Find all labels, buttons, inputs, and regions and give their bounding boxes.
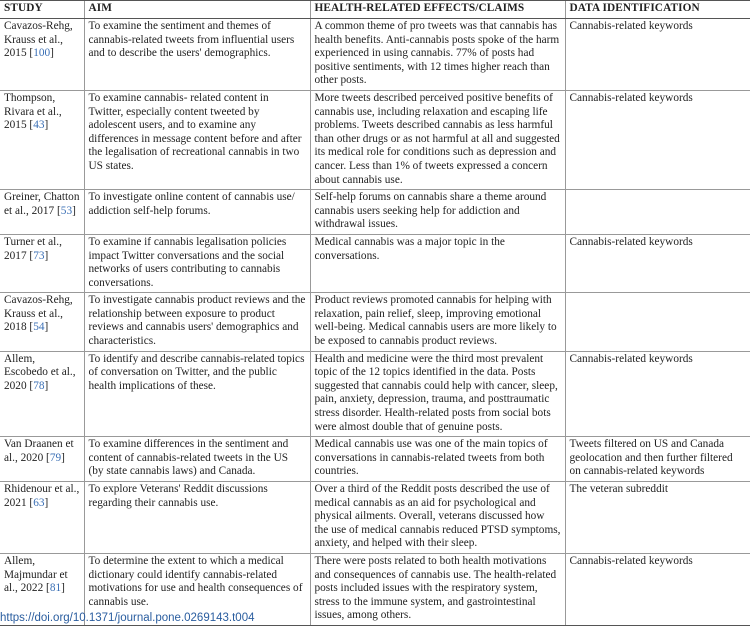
study-authors: Allem, Majmundar et al., 2022 — [4, 554, 68, 595]
table-body — [0, 19, 750, 626]
reference-link[interactable]: 100 — [33, 47, 51, 60]
study-authors: Rhidenour et al., 2021 — [4, 483, 80, 509]
data-identification-cell — [565, 190, 750, 235]
reference-link[interactable]: 81 — [49, 582, 62, 595]
effects-cell: Product reviews promoted cannabis for helping with relaxation, pain relief, sleep, improving emotional well-being. Medical cannabis users are more likely to be exposed to cannabis product reviews. — [310, 293, 565, 351]
effects-cell: More tweets described perceived positive benefits of cannabis use, including relaxation and escaping life problems. Tweets described cannabis as less harmful than other drugs or as not harmful at all and suggested its medical role for conditions such as depression and cancer. Less than 1% of tweets expressed a concern about cannabis use. — [310, 90, 565, 189]
study-cell: Greiner, Chatton et al., 2017 [53] — [0, 190, 84, 235]
study-authors: Turner et al., 2017 — [4, 235, 62, 262]
effects-cell: Medical cannabis was a major topic in the conversations. — [310, 234, 565, 292]
header-aim: AIM — [84, 1, 310, 19]
header-data-identification: DATA IDENTIFICATION — [565, 1, 750, 19]
study-cell: Van Draanen et al., 2020 [79] — [0, 437, 84, 482]
table-row — [0, 90, 750, 189]
study-cell: Thompson, Rivara et al., 2015 [43] — [0, 90, 84, 189]
reference-link[interactable]: 63 — [33, 496, 45, 509]
aim-cell: To examine if cannabis legalisation policies impact Twitter conversations and the social networks of users contributing to cannabis conversations. — [84, 234, 310, 292]
aim-cell: To examine differences in the sentiment and content of cannabis-related tweets in the US (by state cannabis laws) and Canada. — [84, 437, 310, 482]
study-authors: Allem, Escobedo et al., 2020 — [4, 352, 76, 392]
table-row — [0, 190, 750, 235]
reference-link[interactable]: 79 — [49, 451, 62, 464]
reference-link[interactable]: 78 — [33, 379, 45, 392]
data-identification-cell: Cannabis-related keywords — [565, 234, 750, 292]
data-identification-cell: Tweets filtered on US and Canada geolocation and then further filtered on cannabis-related keywords — [565, 437, 750, 482]
study-cell: Rhidenour et al., 2021 [63] — [0, 482, 84, 554]
study-cell: Allem, Majmundar et al., 2022 [81] — [0, 553, 84, 625]
aim-cell: To identify and describe cannabis-related topics of conversation on Twitter, and the public health implications of these. — [84, 351, 310, 437]
data-identification-cell: Cannabis-related keywords — [565, 19, 750, 91]
study-authors: Cavazos-Rehg, Krauss et al., 2018 — [4, 294, 73, 334]
doi-link[interactable]: https://doi.org/10.1371/journal.pone.0269143.t004 — [0, 612, 255, 624]
effects-cell: Medical cannabis use was one of the main topics of conversations in cannabis-related tweets from both countries. — [310, 437, 565, 482]
effects-cell: Over a third of the Reddit posts described the use of medical cannabis as an aid for psychological and physical ailments. Overall, veterans discussed how the use of medical cannabis reduced PTSD symptoms, anxiety, and helped with their sleep. — [310, 482, 565, 554]
header-effects: HEALTH-RELATED EFFECTS/CLAIMS — [310, 1, 565, 19]
study-cell: Allem, Escobedo et al., 2020 [78] — [0, 351, 84, 437]
table-row — [0, 234, 750, 292]
table-row — [0, 437, 750, 482]
aim-cell: To investigate online content of cannabis use/ addiction self-help forums. — [84, 190, 310, 235]
effects-cell: Self-help forums on cannabis share a theme around cannabis users seeking help for addiction and withdrawal issues. — [310, 190, 565, 235]
study-cell: Cavazos-Rehg, Krauss et al., 2018 [54] — [0, 293, 84, 351]
table-row — [0, 482, 750, 554]
aim-cell: To determine the extent to which a medical dictionary could identify cannabis-related motivations for use and health consequences of cannabis use. — [84, 553, 310, 625]
table-row — [0, 351, 750, 437]
effects-cell: Health and medicine were the third most prevalent topic of the 12 topics identified in the data. Posts suggested that cannabis could help with cancer, sleep, pain, anxiety, depression, trauma, and posttraumatic stress disorder. Health-related posts from social bots were almost double that of genuine posts. — [310, 351, 565, 437]
study-authors: Thompson, Rivara et al., 2015 — [4, 91, 62, 132]
data-identification-cell: Cannabis-related keywords — [565, 351, 750, 437]
effects-cell: There were posts related to both health motivations and consequences of cannabis use. The health-related posts included issues with the respiratory system, stress to the immune system, and gastrointestinal issues, among others. — [310, 553, 565, 625]
header-row — [0, 1, 750, 19]
data-identification-cell — [565, 293, 750, 351]
reference-link[interactable]: 43 — [33, 119, 45, 132]
study-authors: Greiner, Chatton et al., 2017 — [4, 191, 80, 217]
data-identification-cell: Cannabis-related keywords — [565, 553, 750, 625]
study-authors: Van Draanen et al., 2020 — [4, 438, 74, 464]
table-header — [0, 1, 750, 19]
reference-link[interactable]: 54 — [33, 321, 45, 334]
table-row — [0, 293, 750, 351]
aim-cell: To investigate cannabis product reviews and the relationship between exposure to product reviews and cannabis users' demographics and characteristics. — [84, 293, 310, 351]
study-cell: Cavazos-Rehg, Krauss et al., 2015 [100] — [0, 19, 84, 91]
data-identification-cell: The veteran subreddit — [565, 482, 750, 554]
aim-cell: To explore Veterans' Reddit discussions regarding their cannabis use. — [84, 482, 310, 554]
reference-link[interactable]: 73 — [33, 249, 45, 262]
effects-cell: A common theme of pro tweets was that cannabis has health benefits. Anti-cannabis posts spoke of the harm experienced in using cannabis. 77% of posts had positive sentiments, with 12 times higher reach than other posts. — [310, 19, 565, 91]
aim-cell: To examine cannabis- related content in Twitter, especially content tweeted by adolescent users, and to examine any differences in message content before and after the legalisation of recreational cannabis in two US states. — [84, 90, 310, 189]
reference-link[interactable]: 53 — [60, 204, 73, 217]
study-cell: Turner et al., 2017 [73] — [0, 234, 84, 292]
table-row — [0, 19, 750, 91]
header-study: STUDY — [0, 1, 84, 19]
aim-cell: To examine the sentiment and themes of cannabis-related tweets from influential users and to describe the users' demographics. — [84, 19, 310, 91]
data-identification-cell: Cannabis-related keywords — [565, 90, 750, 189]
study-authors: Cavazos-Rehg, Krauss et al., 2015 — [4, 20, 73, 60]
